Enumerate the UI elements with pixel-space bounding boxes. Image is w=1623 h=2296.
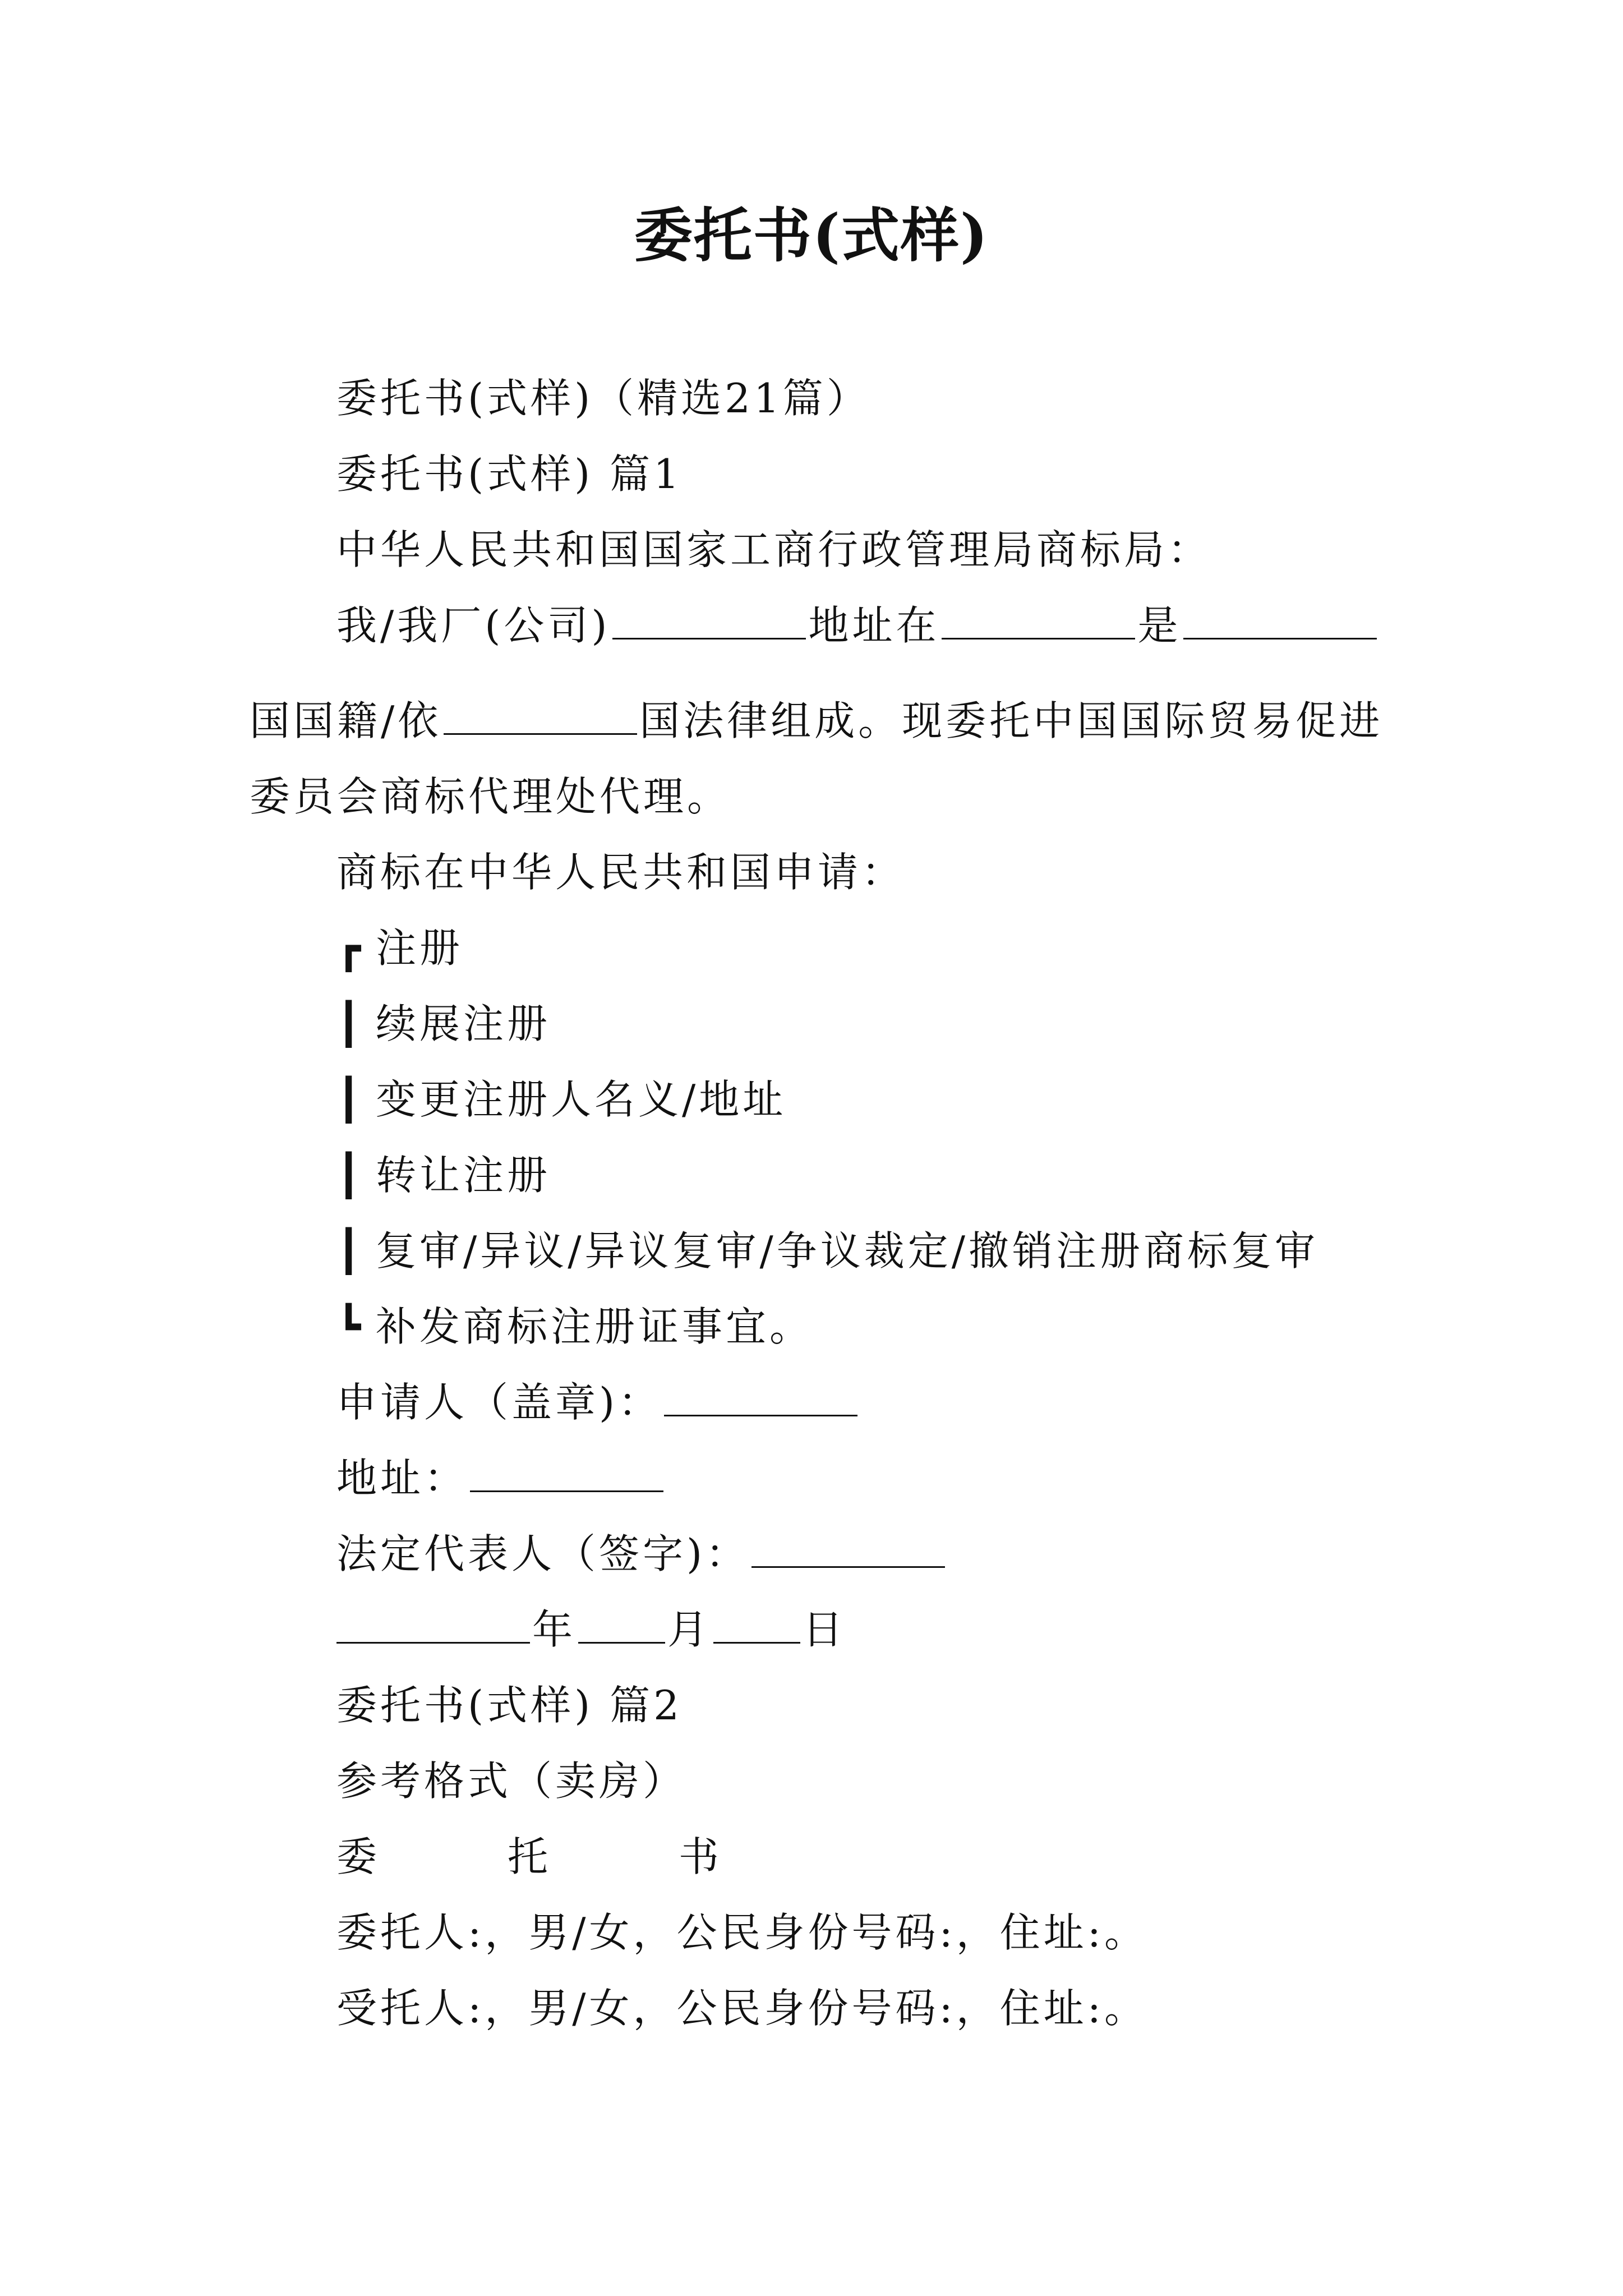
paragraph-1-line-2 (250, 696, 1383, 746)
spaced-char: 委 (336, 1833, 381, 1880)
month-label: 月 (667, 1606, 712, 1653)
part2-heading: 委托书(式样) 篇2 (336, 1682, 683, 1729)
blank-country (444, 700, 637, 735)
subtitle: 委托书(式样)（精选21篇） (336, 375, 870, 422)
bracket-mark: ┗ (336, 1303, 365, 1350)
option-text: 转让注册 (376, 1152, 551, 1199)
address-line (336, 1453, 666, 1503)
option-item (336, 999, 551, 1049)
paragraph-1-line-1 (336, 600, 1379, 651)
principal-line: 委托人:，男/女，公民身份号码:，住址:。 (336, 1909, 1149, 1956)
text-segment: 地址在 (808, 602, 940, 649)
blank-representative (751, 1533, 945, 1568)
bracket-mark: ┏ (336, 924, 365, 972)
year-label: 年 (532, 1606, 577, 1653)
representative-label: 法定代表人（签字)： (336, 1530, 750, 1577)
blank-year (336, 1608, 530, 1644)
bracket-mark: ┃ (336, 1000, 365, 1047)
agent-line: 受托人:，男/女，公民身份号码:，住址:。 (336, 1985, 1149, 2032)
bracket-mark: ┃ (336, 1152, 365, 1199)
representative-line (336, 1529, 947, 1579)
blank-address (942, 604, 1135, 639)
blank-company (612, 604, 806, 639)
applicant-label: 申请人（盖章)： (336, 1379, 662, 1426)
text-segment: 国国籍/依 (250, 697, 442, 744)
day-label: 日 (803, 1606, 847, 1653)
option-text: 续展注册 (376, 1000, 551, 1047)
reference-format: 参考格式（卖房） (336, 1757, 687, 1805)
option-text: 复审/异议/异议复审/争议裁定/撤销注册商标复审 (376, 1227, 1319, 1274)
blank-day (713, 1608, 800, 1644)
option-item (336, 1301, 813, 1352)
option-item (336, 1226, 1318, 1276)
bracket-mark: ┃ (336, 1076, 365, 1123)
blank-month (578, 1608, 665, 1644)
spaced-title (336, 1832, 722, 1882)
option-item (336, 1074, 786, 1125)
blank-nationality (1183, 604, 1377, 639)
part1-heading: 委托书(式样) 篇1 (336, 450, 683, 498)
bracket-mark: ┃ (336, 1227, 365, 1274)
spaced-char: 书 (679, 1833, 723, 1880)
document-title: 委托书(式样) (634, 201, 989, 270)
option-item (336, 923, 463, 973)
addressee: 中华人民共和国国家工商行政管理局商标局： (336, 526, 1212, 573)
text-segment: 国法律组成。现委托中国国际贸易促进 (639, 697, 1384, 744)
option-text: 变更注册人名义/地址 (376, 1076, 787, 1123)
blank-applicant (664, 1381, 857, 1416)
spaced-char: 托 (508, 1833, 552, 1880)
option-text: 注册 (376, 924, 464, 972)
paragraph-1-line-3: 委员会商标代理处代理。 (250, 773, 731, 820)
option-item (336, 1150, 551, 1200)
text-segment: 我/我厂(公司) (336, 602, 611, 649)
option-text: 补发商标注册证事宜。 (376, 1303, 814, 1350)
text-segment: 是 (1137, 602, 1182, 649)
address-label: 地址： (336, 1455, 468, 1502)
apply-intro: 商标在中华人民共和国申请： (336, 849, 906, 896)
blank-address-2 (470, 1457, 663, 1492)
applicant-line (336, 1377, 860, 1428)
date-line (336, 1604, 846, 1655)
